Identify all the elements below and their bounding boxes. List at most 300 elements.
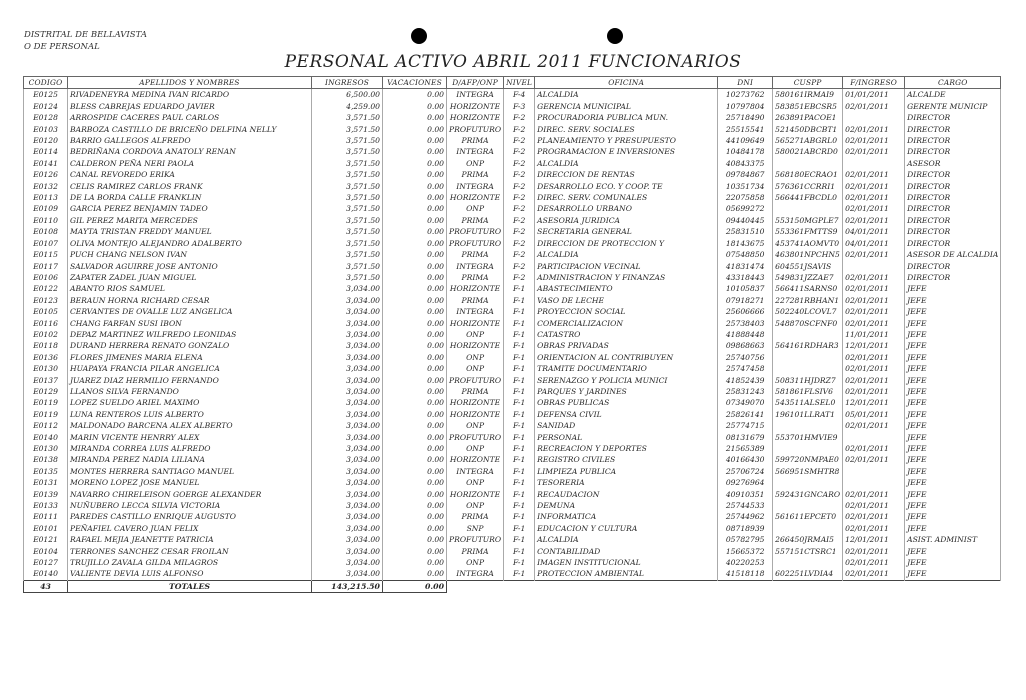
cell-cargo: GERENTE MUNICIP xyxy=(905,101,1001,112)
cell-oficina: RECREACION Y DEPORTES xyxy=(535,443,718,454)
cell-vacaciones: 0.00 xyxy=(383,306,447,317)
cell-nombre: LLANOS SILVA FERNANDO xyxy=(68,386,312,397)
cell-oficina: LIMPIEZA PUBLICA xyxy=(535,466,718,477)
cell-cuspp: 196101LLRAT1 xyxy=(773,409,843,420)
table-row xyxy=(24,397,1001,408)
table-row xyxy=(24,124,1001,135)
cell-vacaciones: 0.00 xyxy=(383,375,447,386)
cell-cuspp: 553701HMVIE9 xyxy=(773,432,843,443)
cell-ingresos: 3,571.50 xyxy=(312,181,383,192)
table-row xyxy=(24,329,1001,340)
cell-cuspp: 266450JRMAI5 xyxy=(773,534,843,545)
cell-nombre: LOPEZ SUELDO ARIEL MAXIMO xyxy=(68,397,312,408)
cell-vacaciones: 0.00 xyxy=(383,283,447,294)
cell-vacaciones: 0.00 xyxy=(383,443,447,454)
cell-nivel: F-1 xyxy=(504,534,535,545)
table-row xyxy=(24,158,1001,169)
cell-fingreso: 02/01/2011 xyxy=(843,443,905,454)
cell-afp: PRIMA xyxy=(447,135,504,146)
cell-dni: 09276964 xyxy=(718,477,773,488)
cell-afp: HORIZONTE xyxy=(447,340,504,351)
cell-oficina: GERENCIA MUNICIPAL xyxy=(535,101,718,112)
cell-oficina: DEFENSA CIVIL xyxy=(535,409,718,420)
cell-nivel: F-2 xyxy=(504,215,535,226)
cell-vacaciones: 0.00 xyxy=(383,511,447,522)
cell-cuspp: 599720NMPAE0 xyxy=(773,454,843,465)
table-row xyxy=(24,386,1001,397)
cell-vacaciones: 0.00 xyxy=(383,500,447,511)
cell-dni: 05699272 xyxy=(718,203,773,214)
cell-fingreso: 12/01/2011 xyxy=(843,534,905,545)
cell-nivel: F-1 xyxy=(504,386,535,397)
cell-nivel: F-1 xyxy=(504,420,535,431)
cell-fingreso: 04/01/2011 xyxy=(843,238,905,249)
cell-cargo: DIRECTOR xyxy=(905,192,1001,203)
cell-cuspp: 576361CCRRI1 xyxy=(773,181,843,192)
table-row xyxy=(24,283,1001,294)
cell-cuspp: 553361FMTTS9 xyxy=(773,226,843,237)
cell-codigo: E0124 xyxy=(24,101,68,112)
cell-cargo: JEFE xyxy=(905,466,1001,477)
cell-cuspp xyxy=(773,523,843,534)
cell-oficina: COMERCIALIZACION xyxy=(535,318,718,329)
cell-nivel: F-2 xyxy=(504,135,535,146)
cell-oficina: PROYECCION SOCIAL xyxy=(535,306,718,317)
cell-dni: 10273762 xyxy=(718,89,773,101)
cell-codigo: E0130 xyxy=(24,443,68,454)
table-row xyxy=(24,443,1001,454)
cell-vacaciones: 0.00 xyxy=(383,272,447,283)
cell-cargo: JEFE xyxy=(905,329,1001,340)
cell-ingresos: 3,571.50 xyxy=(312,192,383,203)
cell-oficina: ASESORIA JURIDICA xyxy=(535,215,718,226)
cell-nivel: F-2 xyxy=(504,146,535,157)
table-row xyxy=(24,89,1001,101)
cell-nivel: F-1 xyxy=(504,283,535,294)
cell-cuspp: 580161IRMAI9 xyxy=(773,89,843,101)
cell-vacaciones: 0.00 xyxy=(383,135,447,146)
cell-ingresos: 3,571.50 xyxy=(312,203,383,214)
cell-ingresos: 3,034.00 xyxy=(312,386,383,397)
cell-cargo: JEFE xyxy=(905,375,1001,386)
table-row xyxy=(24,261,1001,272)
cell-vacaciones: 0.00 xyxy=(383,226,447,237)
cell-nivel: F-2 xyxy=(504,249,535,260)
table-row xyxy=(24,409,1001,420)
cell-codigo: E0116 xyxy=(24,318,68,329)
cell-vacaciones: 0.00 xyxy=(383,420,447,431)
cell-codigo: E0119 xyxy=(24,409,68,420)
cell-cuspp xyxy=(773,420,843,431)
cell-codigo: E0106 xyxy=(24,272,68,283)
cell-cuspp: 521450DBCBT1 xyxy=(773,124,843,135)
cell-ingresos: 3,034.00 xyxy=(312,329,383,340)
cell-dni: 44109649 xyxy=(718,135,773,146)
cell-nombre: PAREDES CASTILLO ENRIQUE AUGUSTO xyxy=(68,511,312,522)
cell-afp: PROFUTURO xyxy=(447,534,504,545)
cell-ingresos: 3,034.00 xyxy=(312,340,383,351)
cell-vacaciones: 0.00 xyxy=(383,101,447,112)
cell-afp: INTEGRA xyxy=(447,306,504,317)
cell-nivel: F-1 xyxy=(504,546,535,557)
cell-codigo: E0132 xyxy=(24,181,68,192)
cell-cargo: ASESOR xyxy=(905,158,1001,169)
cell-codigo: E0140 xyxy=(24,432,68,443)
cell-cargo: JEFE xyxy=(905,306,1001,317)
cell-afp: ONP xyxy=(447,477,504,488)
cell-dni: 25740756 xyxy=(718,352,773,363)
cell-afp: ONP xyxy=(447,158,504,169)
cell-nombre: MIRANDA CORREA LUIS ALFREDO xyxy=(68,443,312,454)
table-row xyxy=(24,454,1001,465)
cell-cargo: JEFE xyxy=(905,432,1001,443)
cell-vacaciones: 0.00 xyxy=(383,158,447,169)
cell-afp: INTEGRA xyxy=(447,89,504,101)
cell-ingresos: 3,034.00 xyxy=(312,352,383,363)
cell-cargo: DIRECTOR xyxy=(905,112,1001,123)
table-row xyxy=(24,375,1001,386)
cell-afp: ONP xyxy=(447,363,504,374)
cell-afp: HORIZONTE xyxy=(447,489,504,500)
cell-cuspp: 561611EPCET0 xyxy=(773,511,843,522)
cell-nombre: RAFAEL MEJIA JEANETTE PATRICIA xyxy=(68,534,312,545)
cell-vacaciones: 0.00 xyxy=(383,112,447,123)
cell-nivel: F-1 xyxy=(504,409,535,420)
cell-cargo: DIRECTOR xyxy=(905,203,1001,214)
cell-fingreso: 02/01/2011 xyxy=(843,192,905,203)
cell-nombre: PEÑAFIEL CAVERO JUAN FELIX xyxy=(68,523,312,534)
cell-ingresos: 3,571.50 xyxy=(312,112,383,123)
table-row xyxy=(24,340,1001,351)
cell-oficina: OBRAS PRIVADAS xyxy=(535,340,718,351)
cell-fingreso: 02/01/2011 xyxy=(843,568,905,580)
table-row xyxy=(24,568,1001,580)
cell-dni: 09440445 xyxy=(718,215,773,226)
cell-codigo: E0136 xyxy=(24,352,68,363)
cell-oficina: DESARROLLO URBANO xyxy=(535,203,718,214)
cell-nivel: F-1 xyxy=(504,568,535,580)
cell-codigo: E0137 xyxy=(24,375,68,386)
cell-fingreso: 02/01/2011 xyxy=(843,283,905,294)
cell-dni: 10484178 xyxy=(718,146,773,157)
cell-cargo: ASESOR DE ALCALDIA xyxy=(905,249,1001,260)
cell-nivel: F-1 xyxy=(504,329,535,340)
cell-vacaciones: 0.00 xyxy=(383,124,447,135)
table-row xyxy=(24,511,1001,522)
cell-oficina: ALCALDIA xyxy=(535,158,718,169)
cell-oficina: TRAMITE DOCUMENTARIO xyxy=(535,363,718,374)
cell-cargo: ALCALDE xyxy=(905,89,1001,101)
personnel-table xyxy=(23,76,1001,593)
cell-oficina: DIRECCION DE RENTAS xyxy=(535,169,718,180)
cell-fingreso: 12/01/2011 xyxy=(843,340,905,351)
cell-dni: 25774715 xyxy=(718,420,773,431)
cell-afp: PROFUTURO xyxy=(447,124,504,135)
cell-codigo: E0113 xyxy=(24,192,68,203)
cell-ingresos: 3,571.50 xyxy=(312,238,383,249)
table-row xyxy=(24,523,1001,534)
cell-dni: 15665372 xyxy=(718,546,773,557)
cell-ingresos: 3,571.50 xyxy=(312,215,383,226)
cell-fingreso: 02/01/2011 xyxy=(843,523,905,534)
cell-oficina: PROGRAMACION E INVERSIONES xyxy=(535,146,718,157)
cell-nombre: CANAL REVOREDO ERIKA xyxy=(68,169,312,180)
cell-vacaciones: 0.00 xyxy=(383,523,447,534)
cell-vacaciones: 0.00 xyxy=(383,249,447,260)
cell-cuspp xyxy=(773,363,843,374)
cell-vacaciones: 0.00 xyxy=(383,146,447,157)
cell-cuspp: 566951SMHTR8 xyxy=(773,466,843,477)
cell-nivel: F-1 xyxy=(504,477,535,488)
cell-fingreso: 02/01/2011 xyxy=(843,500,905,511)
cell-oficina: SERENAZGO Y POLICIA MUNICI xyxy=(535,375,718,386)
table-row xyxy=(24,192,1001,203)
cell-ingresos: 3,571.50 xyxy=(312,261,383,272)
cell-cargo: DIRECTOR xyxy=(905,238,1001,249)
col-nivel-header: NIVEL xyxy=(504,77,535,89)
table-header-row xyxy=(24,77,1001,89)
cell-cargo: DIRECTOR xyxy=(905,169,1001,180)
col-codigo-header: CODIGO xyxy=(24,77,68,89)
cell-cargo: JEFE xyxy=(905,283,1001,294)
cell-cuspp: 227281RBHAN1 xyxy=(773,295,843,306)
table-row xyxy=(24,534,1001,545)
cell-cuspp: 583851EBCSR5 xyxy=(773,101,843,112)
cell-vacaciones: 0.00 xyxy=(383,386,447,397)
table-row xyxy=(24,489,1001,500)
cell-cargo: DIRECTOR xyxy=(905,181,1001,192)
cell-cargo: DIRECTOR xyxy=(905,226,1001,237)
cell-fingreso: 02/01/2011 xyxy=(843,101,905,112)
cell-fingreso: 02/01/2011 xyxy=(843,124,905,135)
cell-dni: 40166430 xyxy=(718,454,773,465)
cell-cargo: JEFE xyxy=(905,443,1001,454)
table-row xyxy=(24,557,1001,568)
cell-afp: ONP xyxy=(447,443,504,454)
cell-nombre: GARCIA PEREZ BENJAMIN TADEO xyxy=(68,203,312,214)
cell-codigo: E0104 xyxy=(24,546,68,557)
cell-oficina: PARQUES Y JARDINES xyxy=(535,386,718,397)
cell-dni: 25747458 xyxy=(718,363,773,374)
cell-ingresos: 3,034.00 xyxy=(312,511,383,522)
cell-nivel: F-1 xyxy=(504,557,535,568)
cell-fingreso: 02/01/2011 xyxy=(843,352,905,363)
table-row xyxy=(24,432,1001,443)
cell-dni: 10797804 xyxy=(718,101,773,112)
table-row xyxy=(24,546,1001,557)
cell-dni: 40910351 xyxy=(718,489,773,500)
cell-cuspp xyxy=(773,557,843,568)
table-row xyxy=(24,101,1001,112)
cell-ingresos: 3,571.50 xyxy=(312,272,383,283)
cell-ingresos: 3,034.00 xyxy=(312,546,383,557)
cell-oficina: ORIENTACION AL CONTRIBUYEN xyxy=(535,352,718,363)
cell-nivel: F-1 xyxy=(504,352,535,363)
cell-codigo: E0101 xyxy=(24,523,68,534)
cell-cargo: DIRECTOR xyxy=(905,261,1001,272)
cell-vacaciones: 0.00 xyxy=(383,340,447,351)
cell-nombre: OLIVA MONTEJO ALEJANDRO ADALBERTO xyxy=(68,238,312,249)
cell-afp: HORIZONTE xyxy=(447,101,504,112)
cell-nombre: HUAPAYA FRANCIA PILAR ANGELICA xyxy=(68,363,312,374)
cell-ingresos: 3,034.00 xyxy=(312,420,383,431)
cell-cargo: DIRECTOR xyxy=(905,146,1001,157)
cell-fingreso: 02/01/2011 xyxy=(843,215,905,226)
cell-cuspp xyxy=(773,158,843,169)
cell-afp: SNP xyxy=(447,523,504,534)
cell-oficina: DIREC. SERV. SOCIALES xyxy=(535,124,718,135)
cell-nivel: F-1 xyxy=(504,318,535,329)
table-row xyxy=(24,306,1001,317)
cell-nombre: TERRONES SANCHEZ CESAR FROILAN xyxy=(68,546,312,557)
cell-nivel: F-2 xyxy=(504,158,535,169)
cell-afp: PRIMA xyxy=(447,215,504,226)
cell-oficina: PLANEAMIENTO Y PRESUPUESTO xyxy=(535,135,718,146)
col-apellidos-nombres-header: APELLIDOS Y NOMBRES xyxy=(68,77,312,89)
cell-nombre: MALDONADO BARCENA ALEX ALBERTO xyxy=(68,420,312,431)
cell-dni: 10351734 xyxy=(718,181,773,192)
cell-dni: 25826141 xyxy=(718,409,773,420)
cell-nivel: F-1 xyxy=(504,432,535,443)
cell-oficina: IMAGEN INSTITUCIONAL xyxy=(535,557,718,568)
cell-fingreso: 11/01/2011 xyxy=(843,329,905,340)
cell-cargo: JEFE xyxy=(905,340,1001,351)
col-afp-header: D/AFP/ONP xyxy=(447,77,504,89)
cell-ingresos: 3,034.00 xyxy=(312,432,383,443)
cell-fingreso: 02/01/2011 xyxy=(843,375,905,386)
cell-cargo: DIRECTOR xyxy=(905,272,1001,283)
cell-codigo: E0114 xyxy=(24,146,68,157)
cell-ingresos: 3,034.00 xyxy=(312,318,383,329)
cell-fingreso: 05/01/2011 xyxy=(843,409,905,420)
table-row xyxy=(24,203,1001,214)
cell-fingreso: 02/01/2011 xyxy=(843,386,905,397)
cell-vacaciones: 0.00 xyxy=(383,489,447,500)
cell-nombre: DE LA BORDA CALLE FRANKLIN xyxy=(68,192,312,203)
cell-nombre: ARROSPIDE CACERES PAUL CARLOS xyxy=(68,112,312,123)
cell-nivel: F-2 xyxy=(504,203,535,214)
cell-nivel: F-1 xyxy=(504,363,535,374)
cell-ingresos: 3,034.00 xyxy=(312,466,383,477)
cell-codigo: E0138 xyxy=(24,454,68,465)
table-row xyxy=(24,500,1001,511)
punch-hole-left xyxy=(411,28,427,44)
cell-cargo: JEFE xyxy=(905,352,1001,363)
cell-ingresos: 3,034.00 xyxy=(312,363,383,374)
cell-cargo: JEFE xyxy=(905,557,1001,568)
cell-nombre: ABANTO RIOS SAMUEL xyxy=(68,283,312,294)
cell-cuspp: 592431GNCARO xyxy=(773,489,843,500)
col-cargo-header: CARGO xyxy=(905,77,1001,89)
cell-ingresos: 3,034.00 xyxy=(312,454,383,465)
cell-vacaciones: 0.00 xyxy=(383,546,447,557)
cell-cargo: JEFE xyxy=(905,489,1001,500)
cell-afp: INTEGRA xyxy=(447,261,504,272)
col-vacaciones-header: VACACIONES xyxy=(383,77,447,89)
cell-afp: PRIMA xyxy=(447,386,504,397)
cell-oficina: PARTICIPACION VECINAL xyxy=(535,261,718,272)
cell-afp: PROFUTURO xyxy=(447,375,504,386)
cell-nivel: F-2 xyxy=(504,124,535,135)
cell-nombre: NUÑUBERO LECCA SILVIA VICTORIA xyxy=(68,500,312,511)
cell-codigo: E0102 xyxy=(24,329,68,340)
cell-oficina: REGISTRO CIVILES xyxy=(535,454,718,465)
cell-afp: ONP xyxy=(447,352,504,363)
cell-dni: 41831474 xyxy=(718,261,773,272)
cell-nombre: BARRIO GALLEGOS ALFREDO xyxy=(68,135,312,146)
cell-cuspp xyxy=(773,500,843,511)
cell-nombre: CELIS RAMIREZ CARLOS FRANK xyxy=(68,181,312,192)
cell-nivel: F-2 xyxy=(504,169,535,180)
header-line-1: DISTRITAL DE BELLAVISTA xyxy=(24,30,147,40)
cell-nombre: SALVADOR AGUIRRE JOSE ANTONIO xyxy=(68,261,312,272)
cell-dni: 18143675 xyxy=(718,238,773,249)
cell-vacaciones: 0.00 xyxy=(383,477,447,488)
cell-fingreso: 02/01/2011 xyxy=(843,135,905,146)
cell-oficina: EDUCACION Y CULTURA xyxy=(535,523,718,534)
cell-vacaciones: 0.00 xyxy=(383,169,447,180)
cell-vacaciones: 0.00 xyxy=(383,363,447,374)
cell-dni: 40843375 xyxy=(718,158,773,169)
cell-afp: PROFUTURO xyxy=(447,238,504,249)
cell-afp: ONP xyxy=(447,500,504,511)
cell-ingresos: 3,034.00 xyxy=(312,477,383,488)
cell-codigo: E0118 xyxy=(24,340,68,351)
cell-nombre: BARBOZA CASTILLO DE BRICEÑO DELFINA NELLY xyxy=(68,124,312,135)
cell-nivel: F-2 xyxy=(504,192,535,203)
cell-fingreso: 02/01/2011 xyxy=(843,203,905,214)
cell-cuspp: 508311HJDRZ7 xyxy=(773,375,843,386)
cell-nombre: FLORES JIMENES MARIA ELENA xyxy=(68,352,312,363)
cell-afp: PRIMA xyxy=(447,272,504,283)
cell-oficina: INFORMATICA xyxy=(535,511,718,522)
cell-fingreso: 02/01/2011 xyxy=(843,511,905,522)
cell-cuspp: 263891PACOE1 xyxy=(773,112,843,123)
cell-nombre: LUNA RENTEROS LUIS ALBERTO xyxy=(68,409,312,420)
cell-fingreso: 02/01/2011 xyxy=(843,318,905,329)
cell-cuspp xyxy=(773,203,843,214)
cell-vacaciones: 0.00 xyxy=(383,89,447,101)
cell-afp: PROFUTURO xyxy=(447,226,504,237)
cell-ingresos: 3,034.00 xyxy=(312,397,383,408)
cell-nombre: MONTES HERRERA SANTIAGO MANUEL xyxy=(68,466,312,477)
cell-cuspp: 564161RDHAR3 xyxy=(773,340,843,351)
cell-afp: HORIZONTE xyxy=(447,283,504,294)
cell-afp: INTEGRA xyxy=(447,568,504,580)
cell-afp: PRIMA xyxy=(447,511,504,522)
cell-cuspp: 568180ECRAO1 xyxy=(773,169,843,180)
cell-cargo: DIRECTOR xyxy=(905,135,1001,146)
cell-vacaciones: 0.00 xyxy=(383,181,447,192)
cell-dni: 41888448 xyxy=(718,329,773,340)
cell-dni: 10105837 xyxy=(718,283,773,294)
cell-afp: HORIZONTE xyxy=(447,397,504,408)
cell-nivel: F-2 xyxy=(504,238,535,249)
cell-cargo: ASIST. ADMINIST xyxy=(905,534,1001,545)
cell-nivel: F-1 xyxy=(504,500,535,511)
cell-vacaciones: 0.00 xyxy=(383,215,447,226)
cell-afp: HORIZONTE xyxy=(447,112,504,123)
cell-dni: 43318443 xyxy=(718,272,773,283)
table-row xyxy=(24,215,1001,226)
cell-nivel: F-1 xyxy=(504,340,535,351)
cell-dni: 05782795 xyxy=(718,534,773,545)
cell-afp: PRIMA xyxy=(447,249,504,260)
cell-cuspp: 602251LVDIA4 xyxy=(773,568,843,580)
cell-dni: 25744962 xyxy=(718,511,773,522)
cell-vacaciones: 0.00 xyxy=(383,534,447,545)
cell-ingresos: 3,571.50 xyxy=(312,158,383,169)
